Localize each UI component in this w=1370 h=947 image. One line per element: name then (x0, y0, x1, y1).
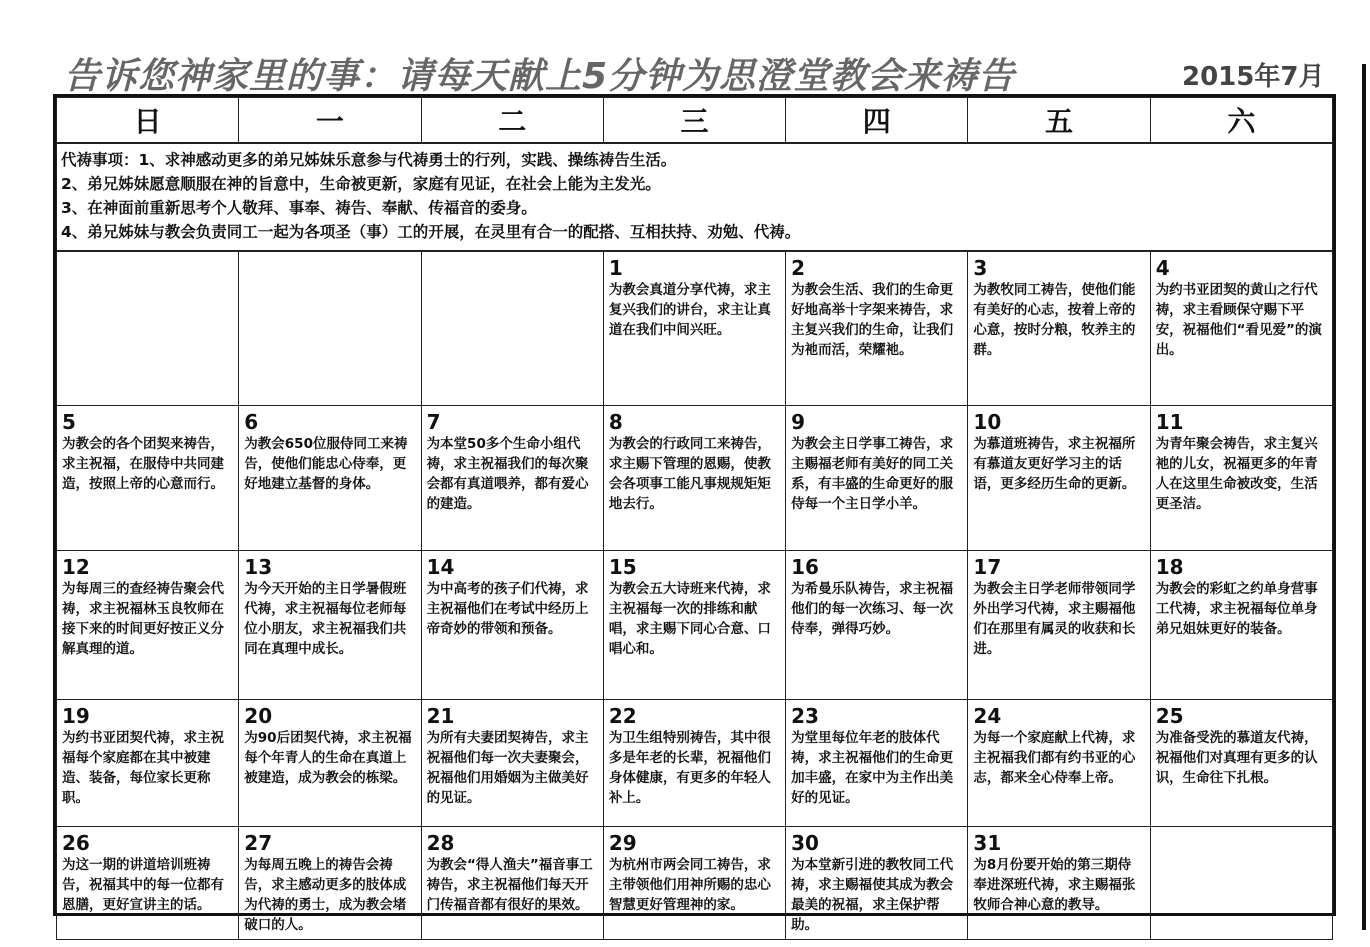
week-row (57, 551, 1333, 700)
day-number: 9 (791, 410, 806, 434)
day-text: 为卫生组特别祷告，其中很多是年老的长辈，祝福他们身体健康，有更多的年轻人补上。 (608, 730, 771, 806)
day-number: 30 (791, 831, 819, 855)
calendar (53, 94, 1336, 933)
day-text: 为每周五晚上的祷告会祷告，求主感动更多的肢体成为代祷的勇士，成为教会堵破口的人。 (244, 857, 407, 933)
weekday-mon: 一 (239, 98, 421, 144)
day-cell (968, 251, 1150, 406)
day-text: 为教会主日学老师带领同学外出学习代祷，求主赐福他们在那里有属灵的收获和长进。 (973, 581, 1136, 657)
day-cell (57, 827, 239, 940)
day-number: 6 (244, 410, 259, 434)
month-label: 2015年7月 (1182, 62, 1325, 92)
day-number: 3 (973, 256, 988, 280)
day-number: 5 (62, 410, 76, 434)
day-number: 23 (791, 704, 819, 728)
day-number: 25 (1155, 704, 1184, 728)
day-cell (603, 551, 785, 700)
empty-day-cell (1150, 827, 1332, 940)
day-text: 为教会主日学事工祷告，求主赐福老师有美好的同工关系，有丰盛的生命更好的服侍每一个主日学小羊。 (791, 436, 954, 512)
day-text: 为准备受洗的慕道友代祷，祝福他们对真理有更多的认识，生命往下扎根。 (1155, 730, 1318, 786)
day-cell (968, 700, 1150, 827)
day-text: 为每周三的查经祷告聚会代祷，求主祝福林玉良牧师在接下来的时间更好按正义分解真理的道。 (62, 581, 224, 657)
day-cell (786, 827, 968, 940)
day-cell (786, 251, 968, 406)
day-cell (421, 700, 603, 827)
day-cell (57, 406, 239, 551)
empty-day-cell (239, 251, 421, 406)
weekday-thu: 四 (786, 98, 968, 144)
day-text: 为教会“得人渔夫”福音事工祷告，求主祝福他们每天开门传福音都有很好的果效。 (426, 857, 593, 913)
day-number: 8 (608, 410, 623, 434)
week-row (57, 827, 1333, 940)
day-number: 20 (244, 704, 273, 728)
day-cell (239, 551, 421, 700)
day-number: 26 (62, 831, 90, 855)
day-number: 10 (973, 410, 1002, 434)
page-title: 告诉您神家里的事：请每天献上5分钟为思澄堂教会来祷告 (64, 56, 1016, 97)
day-number: 14 (426, 555, 455, 579)
day-text: 为教会真道分享代祷，求主复兴我们的讲台，求主让真道在我们中间兴旺。 (608, 282, 771, 338)
day-cell (786, 551, 968, 700)
day-text: 为所有夫妻团契祷告，求主祝福他们每一次夫妻聚会，祝福他们用婚姻为主做美好的见证。 (426, 730, 589, 806)
note-line: 4、弟兄姊妹与教会负责同工一起为各项圣（事）工的开展，在灵里有合一的配搭、互相扶持、劝勉、代祷。 (61, 223, 801, 241)
day-text: 为教牧同工祷告，使他们能有美好的心志，按着上帝的心意，按时分粮，牧养主的群。 (973, 282, 1136, 358)
day-text: 为90后团契代祷，求主祝福每个年青人的生命在真道上被建造，成为教会的栋梁。 (244, 730, 412, 786)
day-text: 为今天开始的主日学暑假班代祷，求主祝福每位老师每位小朋友，求主祝福我们共同在真理中成长。 (244, 581, 407, 657)
day-number: 13 (244, 555, 273, 579)
day-text: 为中高考的孩子们代祷，求主祝福他们在考试中经历上帝奇妙的带领和预备。 (426, 581, 589, 637)
day-cell (421, 406, 603, 551)
day-number: 31 (973, 831, 1002, 855)
day-cell (1150, 251, 1332, 406)
day-text: 为教会的行政同工来祷告，求主赐下管理的恩赐，使教会各项事工能凡事规规矩矩地去行。 (608, 436, 771, 512)
day-cell (1150, 700, 1332, 827)
weekday-fri: 五 (968, 98, 1150, 144)
note-line: 代祷事项：1、求神感动更多的弟兄姊妹乐意参与代祷勇士的行列，实践、操练祷告生活。 (61, 151, 677, 169)
notes-cell (57, 143, 1333, 251)
day-text: 为约书亚团契代祷，求主祝福每个家庭都在其中被建造、装备，每位家长更称职。 (62, 730, 224, 806)
edge-bar (1362, 64, 1366, 930)
day-cell (1150, 406, 1332, 551)
weekday-sat: 六 (1150, 98, 1332, 144)
day-number: 22 (608, 704, 637, 728)
day-number: 16 (791, 555, 819, 579)
weekday-header-row (57, 98, 1333, 144)
day-cell (603, 406, 785, 551)
day-number: 11 (1155, 410, 1184, 434)
week-row (57, 700, 1333, 827)
day-cell (239, 827, 421, 940)
day-number: 29 (608, 831, 637, 855)
day-number: 12 (62, 555, 90, 579)
day-text: 为8月份要开始的第三期侍奉进深班代祷，求主赐福张牧师合神心意的教导。 (973, 857, 1136, 913)
day-number: 2 (791, 256, 806, 280)
day-text: 为慕道班祷告，求主祝福所有慕道友更好学习主的话语，更多经历生命的更新。 (973, 436, 1136, 492)
day-cell (57, 700, 239, 827)
note-line: 2、弟兄姊妹愿意顺服在神的旨意中，生命被更新，家庭有见证，在社会上能为主发光。 (61, 175, 661, 193)
day-number: 27 (244, 831, 273, 855)
day-cell (603, 251, 785, 406)
day-cell (421, 827, 603, 940)
day-text: 为青年聚会祷告，求主复兴祂的儿女，祝福更多的年青人在这里生命被改变，生活更圣洁。 (1155, 436, 1318, 512)
day-cell (57, 551, 239, 700)
day-number: 24 (973, 704, 1002, 728)
day-cell (1150, 551, 1332, 700)
calendar-table (56, 97, 1333, 940)
day-number: 28 (426, 831, 455, 855)
day-number: 17 (973, 555, 1002, 579)
note-line: 3、在神面前重新思考个人敬拜、事奉、祷告、奉献、传福音的委身。 (61, 199, 537, 217)
day-cell (603, 700, 785, 827)
day-number: 19 (62, 704, 90, 728)
day-text: 为教会的彩虹之约单身营事工代祷，求主祝福每位单身弟兄姐妹更好的装备。 (1155, 581, 1318, 637)
notes-row (57, 143, 1333, 251)
day-text: 为教会生活、我们的生命更好地高举十字架来祷告，求主复兴我们的生命，让我们为祂而活，荣耀祂。 (791, 282, 954, 358)
day-cell (968, 827, 1150, 940)
day-number: 15 (608, 555, 637, 579)
weekday-wed: 三 (603, 98, 785, 144)
day-cell (786, 406, 968, 551)
day-text: 为本堂50多个生命小组代祷，求主祝福我们的每次聚会都有真道喂养，都有爱心的建造。 (426, 436, 589, 512)
day-number: 18 (1155, 555, 1184, 579)
day-text: 为教会650位服侍同工来祷告，使他们能忠心侍奉，更好地建立基督的身体。 (244, 436, 408, 492)
day-text: 为每一个家庭献上代祷，求主祝福我们都有约书亚的心志，都来全心侍奉上帝。 (973, 730, 1136, 786)
day-text: 为这一期的讲道培训班祷告，祝福其中的每一位都有恩膳，更好宣讲主的话。 (62, 857, 224, 913)
empty-day-cell (57, 251, 239, 406)
week-row (57, 251, 1333, 406)
day-cell (968, 406, 1150, 551)
day-cell (603, 827, 785, 940)
day-text: 为教会的各个团契来祷告，求主祝福，在服侍中共同建造，按照上帝的心意而行。 (62, 436, 224, 492)
day-text: 为希曼乐队祷告，求主祝福他们的每一次练习、每一次侍奉，弹得巧妙。 (791, 581, 954, 637)
day-cell (239, 700, 421, 827)
day-cell (239, 406, 421, 551)
day-number: 1 (608, 256, 623, 280)
day-text: 为教会五大诗班来代祷，求主祝福每一次的排练和献唱，求主赐下同心合意、口唱心和。 (608, 581, 771, 657)
day-text: 为约书亚团契的黄山之行代祷，求主看顾保守赐下平安，祝福他们“看见爱”的演出。 (1155, 282, 1322, 358)
day-cell (786, 700, 968, 827)
weekday-tue: 二 (421, 98, 603, 144)
weekday-sun: 日 (57, 98, 239, 144)
empty-day-cell (421, 251, 603, 406)
day-cell (421, 551, 603, 700)
day-text: 为杭州市两会同工祷告，求主带领他们用神所赐的忠心智慧更好管理神的家。 (608, 857, 771, 913)
day-text: 为本堂新引进的教牧同工代祷，求主赐福使其成为教会最美的祝福，求主保护帮助。 (791, 857, 954, 933)
day-cell (968, 551, 1150, 700)
week-row (57, 406, 1333, 551)
day-number: 4 (1155, 256, 1170, 280)
day-text: 为堂里每位年老的肢体代祷，求主祝福他们的生命更加丰盛，在家中为主作出美好的见证。 (791, 730, 954, 806)
day-number: 21 (426, 704, 455, 728)
day-number: 7 (426, 410, 441, 434)
